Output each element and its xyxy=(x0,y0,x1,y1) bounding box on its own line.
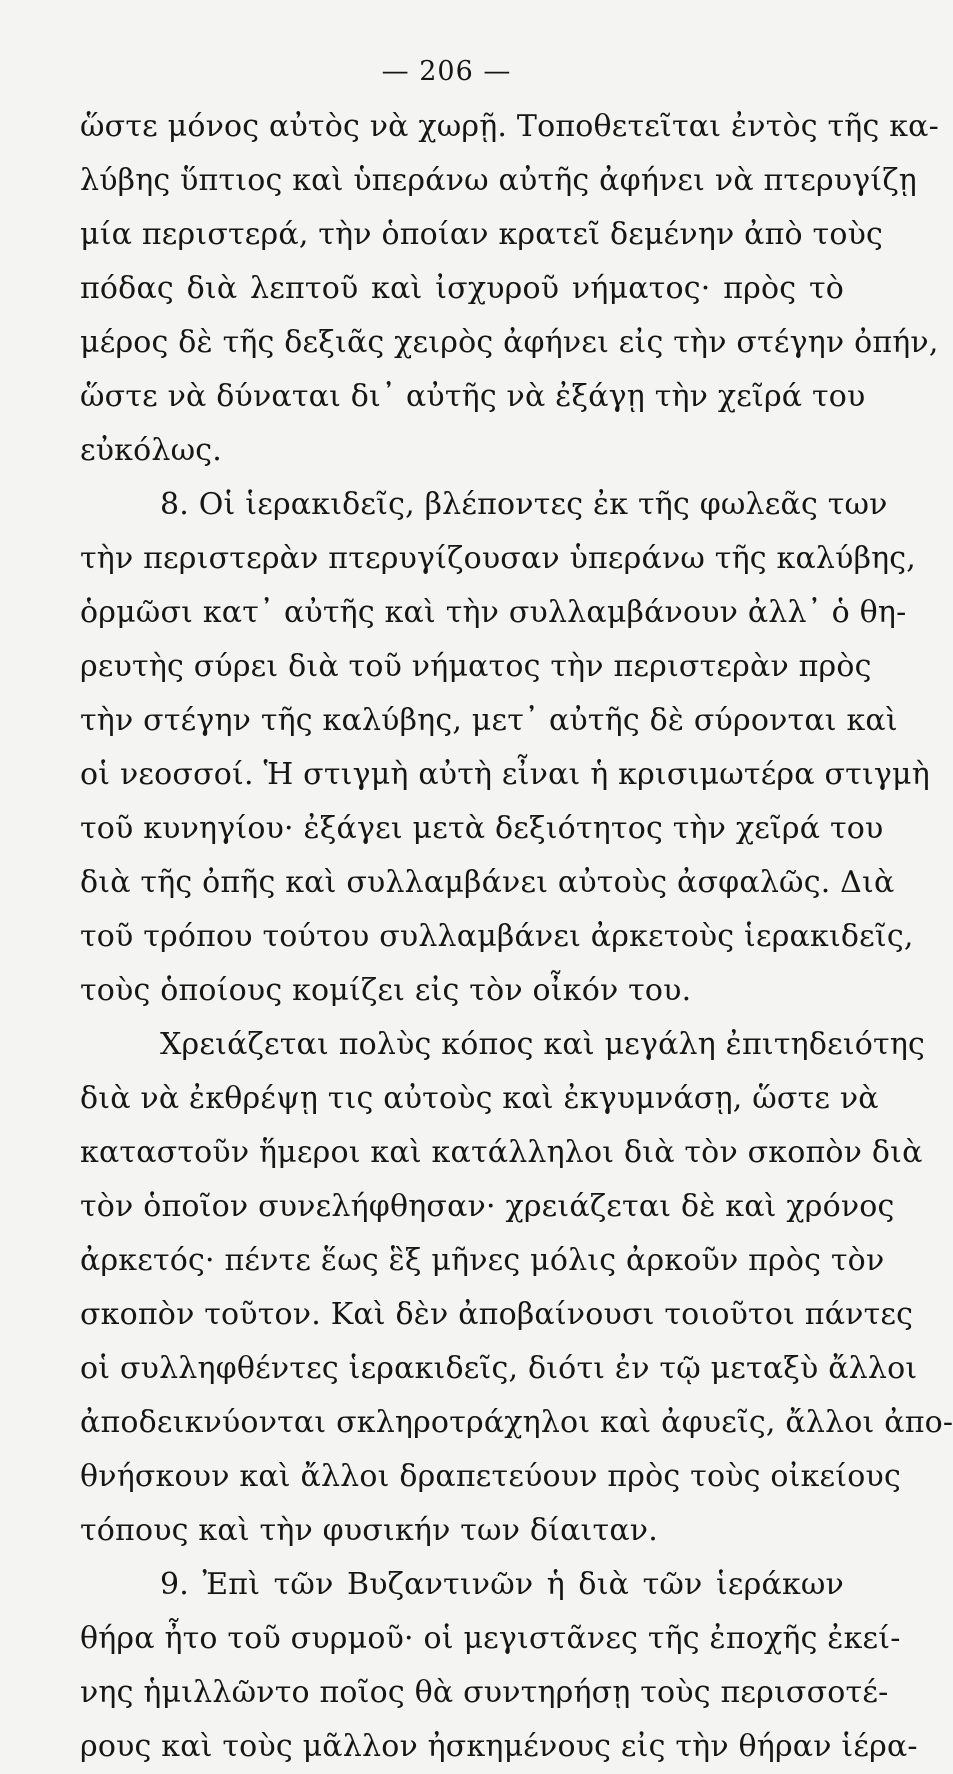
text-line: θήρα ἦτο τοῦ συρμοῦ· οἱ μεγιστᾶνες τῆς ἐποχῆς ἐκεί- xyxy=(80,1621,901,1656)
text-line: τοὺς ὁποίους κομίζει εἰς τὸν οἶκόν του. xyxy=(80,973,692,1008)
text-line: τοῦ κυνηγίου· ἐξάγει μετὰ δεξιότητος τὴν χεῖρά του xyxy=(80,811,884,846)
text-line: τόπους καὶ τὴν φυσικήν των δίαιταν. xyxy=(80,1513,658,1548)
text-line: ἀποδεικνύονται σκληροτράχηλοι καὶ ἀφυεῖς, ἄλλοι ἀπο- xyxy=(80,1405,953,1440)
text-line: τὴν στέγην τῆς καλύβης, μετ᾽ αὐτῆς δὲ σύρονται καὶ xyxy=(80,703,898,738)
text-line: νης ἡμιλλῶντο ποῖος θὰ συντηρήσῃ τοὺς περισσοτέ- xyxy=(80,1675,889,1710)
text-line: ρευτὴς σύρει διὰ τοῦ νήματος τὴν περιστερὰν πρὸς xyxy=(80,649,872,684)
text-line: διὰ τῆς ὀπῆς καὶ συλλαμβάνει αὐτοὺς ἀσφαλῶς. Διὰ xyxy=(80,865,895,900)
text-line: λύβης ὕπτιος καὶ ὑπεράνω αὐτῆς ἀφήνει νὰ πτερυγίζῃ xyxy=(80,163,917,198)
text-line: τὴν περιστερὰν πτερυγίζουσαν ὑπεράνω τῆς καλύβης, xyxy=(80,541,917,576)
page-number: — 206 — xyxy=(381,56,512,87)
paragraph-start-line: 9. Ἐπὶ τῶν Βυζαντινῶν ἡ διὰ τῶν ἱεράκων xyxy=(160,1567,844,1602)
text-line: μέρος δὲ τῆς δεξιᾶς χειρὸς ἀφήνει εἰς τὴν στέγην ὀπήν, xyxy=(80,325,939,360)
text-line: εὐκόλως. xyxy=(80,433,223,468)
text-line: τοῦ τρόπου τούτου συλλαμβάνει ἀρκετοὺς ἱερακιδεῖς, xyxy=(80,919,914,954)
text-line: ὥστε νὰ δύναται δι᾽ αὐτῆς νὰ ἐξάγῃ τὴν χεῖρά του xyxy=(80,379,866,414)
text-line: τὸν ὁποῖον συνελήφθησαν· χρειάζεται δὲ καὶ χρόνος xyxy=(80,1189,895,1224)
text-line: θνήσκουν καὶ ἄλλοι δραπετεύουν πρὸς τοὺς οἰκείους xyxy=(80,1459,901,1494)
paragraph-start-line: 8. Οἱ ἱερακιδεῖς, βλέποντες ἐκ τῆς φωλεᾶς των xyxy=(160,487,888,522)
text-line: ἀρκετός· πέντε ἕως ἓξ μῆνες μόλις ἀρκοῦν πρὸς τὸν xyxy=(80,1243,885,1278)
text-line: καταστοῦν ἥμεροι καὶ κατάλληλοι διὰ τὸν σκοπὸν διὰ xyxy=(80,1135,923,1170)
text-line: οἱ συλληφθέντες ἱερακιδεῖς, διότι ἐν τῷ μεταξὺ ἄλλοι xyxy=(80,1351,918,1386)
text-line: μία περιστερά, τὴν ὁποίαν κρατεῖ δεμένην ἀπὸ τοὺς xyxy=(80,217,884,252)
text-line: σκοπὸν τοῦτον. Καὶ δὲν ἀποβαίνουσι τοιοῦτοι πάντες xyxy=(80,1297,914,1332)
text-line: ρους καὶ τοὺς μᾶλλον ἠσκημένους εἰς τὴν θήραν ἱέρα- xyxy=(80,1729,918,1764)
text-line: ὥστε μόνος αὐτὸς νὰ χωρῇ. Τοποθετεῖται ἐντὸς τῆς κα- xyxy=(80,109,939,144)
body-text xyxy=(80,100,953,1774)
paragraph-start-line: Χρειάζεται πολὺς κόπος καὶ μεγάλη ἐπιτηδειότης xyxy=(160,1027,926,1062)
text-line: διὰ νὰ ἐκθρέψῃ τις αὐτοὺς καὶ ἐκγυμνάσῃ, ὥστε νὰ xyxy=(80,1081,879,1116)
text-line: πόδας διὰ λεπτοῦ καὶ ἰσχυροῦ νήματος· πρὸς τὸ xyxy=(80,271,844,306)
text-line: οἱ νεοσσοί. Ἡ στιγμὴ αὐτὴ εἶναι ἡ κρισιμωτέρα στιγμὴ xyxy=(80,757,930,792)
text-line: ὁρμῶσι κατ᾽ αὐτῆς καὶ τὴν συλλαμβάνουν ἀλλ᾽ ὁ θη- xyxy=(80,595,907,630)
